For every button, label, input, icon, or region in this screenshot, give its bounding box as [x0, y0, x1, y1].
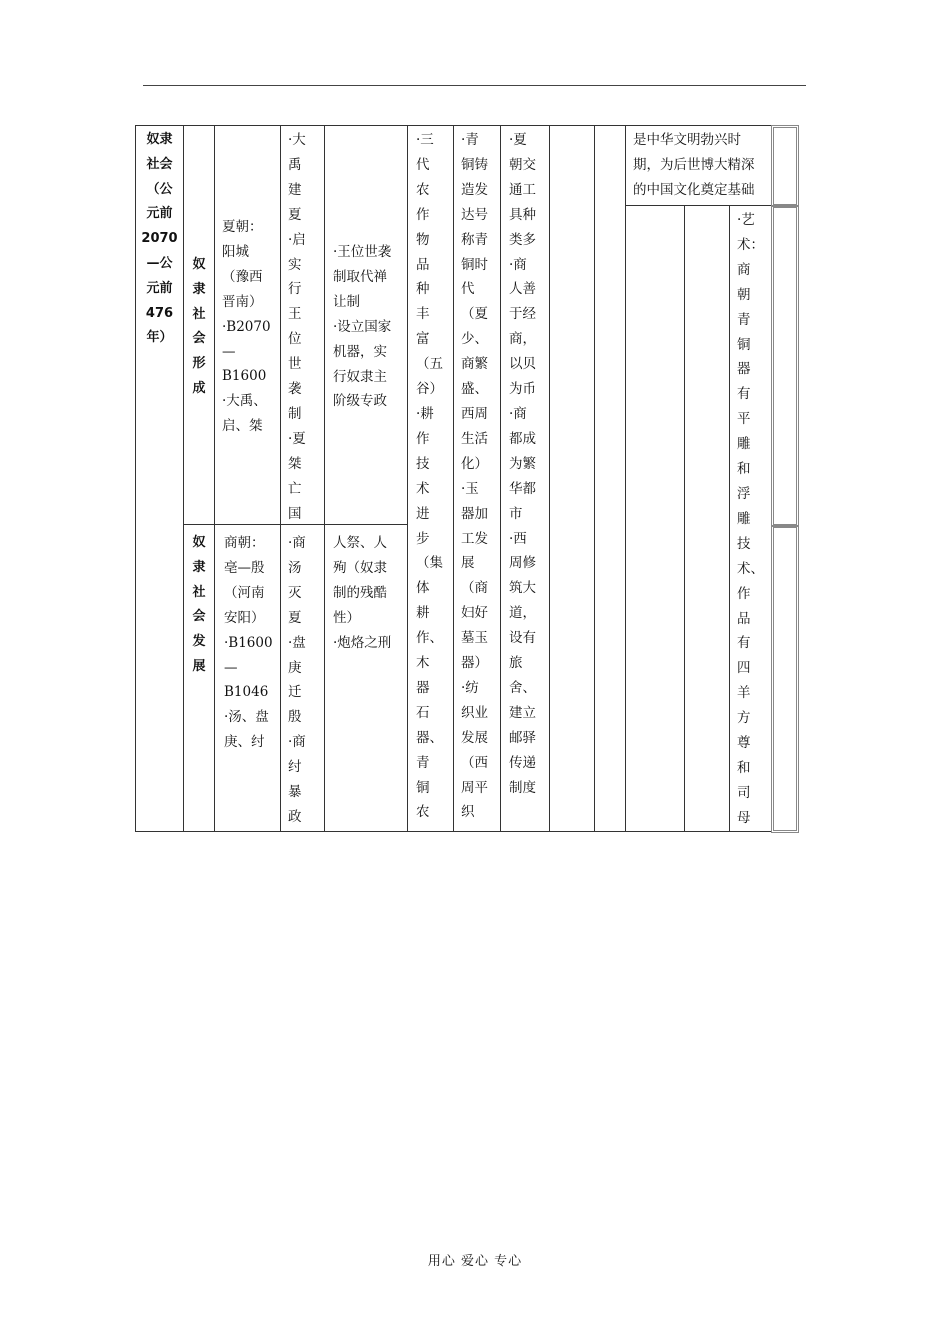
xia-dynasty-text: 夏朝： 阳城 （豫西 晋南） ·B2070 — B1600 ·大禹、 启、桀: [222, 219, 271, 435]
shang-politics-text: 人祭、人 殉（奴隶 制的残酷 性） ·炮烙之刑: [333, 535, 392, 651]
page-footer: 用心 爱心 专心: [427, 1254, 523, 1269]
stage-development-label: 奴 隶 社 会 发 展: [192, 535, 206, 674]
right-border-cell: [771, 525, 799, 833]
header-rule: [143, 85, 806, 86]
era-label: 奴隶 社会 （公 元前 2070 —公 元前 476 年）: [141, 132, 178, 346]
handicraft-text: ·青 铜铸 造发 达号 称青 铜时 代 （夏 少、 商繁 盛、 西周 生活 化） ·玉 器加 工发 展 （商 妇好 墓玉 器） ·纺 织业 发展 （西 周平 织: [461, 132, 488, 821]
commerce-text: ·夏 朝交 通工 具种 类多 ·商 人善 于经 商， 以贝 为币 ·商 都成 为繁 华都 市 ·西 周修 筑大 道， 设有 旅 舍、 建立 邮驿 传递 制度: [509, 132, 536, 796]
empty-cell: [549, 125, 595, 832]
shang-dynasty-text: 商朝： 亳—殷 （河南 安阳） ·B1600 — B1046 ·汤、盘 庚、纣: [224, 535, 273, 751]
xia-events-text: ·大 禹 建 夏 ·启 实 行 王 位 世 袭 制 ·夏 桀 亡 国: [288, 132, 306, 522]
agriculture-text: ·三 代 农 作 物 品 种 丰 富 （五 谷） ·耕 作 技 术 进 步 （集 体 耕 作、 木 器 石 器、 青 铜 农: [416, 132, 443, 821]
right-border-cell: [771, 125, 799, 207]
nested-empty-cell: [625, 205, 685, 832]
stage-formation-label: 奴 隶 社 会 形 成: [192, 257, 206, 396]
art-text: ·艺 术： 商 朝 青 铜 器 有 平 雕 和 浮 雕 技 术、 作 品 有 四 羊 方 尊 和 司 母: [737, 212, 764, 826]
empty-cell: [594, 125, 626, 832]
nested-empty-cell: [684, 205, 730, 832]
xia-politics-text: ·王位世袭 制取代禅 让制 ·设立国家 机器，实 行奴隶主 阶级专政: [333, 244, 392, 410]
significance-text: 是中华文明勃兴时 期，为后世博大精深 的中国文化奠定基础: [633, 132, 755, 198]
right-border-cell: [771, 205, 799, 527]
shang-events-text: ·商 汤 灭 夏 ·盘 庚 迁 殷 ·商 纣 暴 政: [288, 535, 306, 825]
